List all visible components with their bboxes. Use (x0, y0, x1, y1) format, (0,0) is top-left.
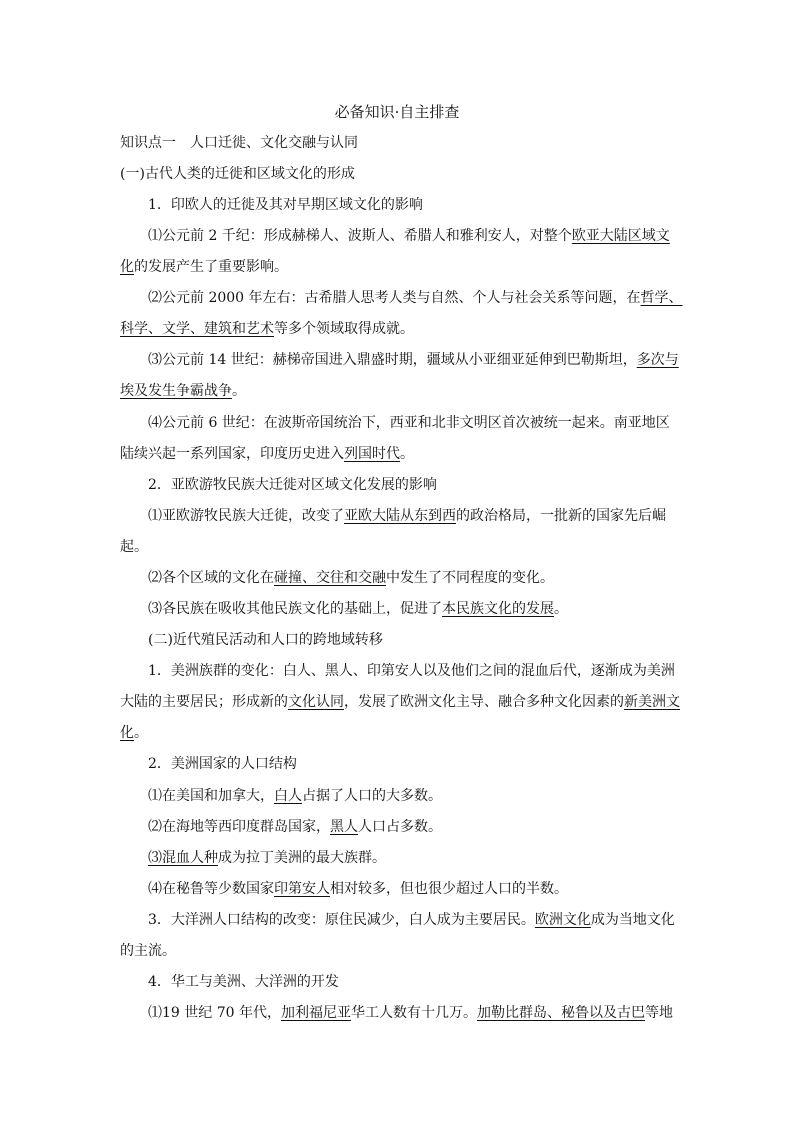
subheading-1-1: 1．印欧人的迁徙及其对早期区域文化的影响 (148, 197, 423, 213)
paragraph-3-2-2: ⑵在海地等西印度群岛国家，黑人人口占多数。 (148, 819, 442, 835)
paragraph-1-4-line1: ⑷公元前 6 世纪：在波斯帝国统治下，西亚和北非文明区首次被统一起来。南亚地区 (148, 415, 670, 431)
section-heading-2: (二)近代殖民活动和人口的跨地域转移 (148, 632, 383, 648)
paragraph-3-2-4: ⑷在秘鲁等少数国家印第安人相对较多，但也很少超过人口的半数。 (148, 881, 568, 897)
paragraph-1-2-line1: ⑵公元前 2000 年左右：古希腊人思考人类与自然、个人与社会关系等问题，在哲学、 (148, 290, 683, 306)
paragraph-1-3-line2: 埃及发生争霸战争。 (120, 383, 246, 399)
subheading-1-2: 2．亚欧游牧民族大迁徙对区域文化发展的影响 (148, 477, 437, 493)
paragraph-3-1-line2: 大陆的主要居民；形成新的文化认同，发展了欧洲文化主导、融合多种文化因素的新美洲文 (120, 694, 680, 710)
paragraph-3-1-line1: 1．美洲族群的变化：白人、黑人、印第安人以及他们之间的混血后代，逐渐成为美洲 (148, 663, 675, 679)
subheading-3-2: 2．美洲国家的人口结构 (148, 756, 297, 772)
paragraph-3-2-3: ⑶混血人种成为拉丁美洲的最大族群。 (148, 850, 386, 866)
paragraph-3-4-1: ⑴19 世纪 70 年代，加利福尼亚华工人数有十几万。加勒比群岛、秘鲁以及古巴等地 (148, 1005, 673, 1021)
paragraph-2-1-line1: ⑴亚欧游牧民族大迁徙，改变了亚欧大陆从东到西的政治格局，一批新的国家先后崛 (148, 508, 666, 524)
paragraph-3-3-line2: 的主流。 (120, 943, 176, 959)
paragraph-3-2-1: ⑴在美国和加拿大，白人占据了人口的大多数。 (148, 788, 442, 804)
page-title: 必备知识·自主排查 (334, 103, 460, 121)
paragraph-2-1-line2: 起。 (120, 539, 148, 555)
paragraph-1-1-line2: 化的发展产生了重要影响。 (120, 259, 288, 275)
paragraph-1-3-line1: ⑶公元前 14 世纪：赫梯帝国进入鼎盛时期，疆域从小亚细亚延伸到巴勒斯坦，多次与 (148, 352, 679, 368)
paragraph-1-1-line1: ⑴公元前 2 千纪：形成赫梯人、波斯人、希腊人和雅利安人，对整个欧亚大陆区域文 (148, 228, 670, 244)
knowledge-point-heading: 知识点一 人口迁徙、文化交融与认同 (120, 135, 358, 151)
paragraph-3-1-line3: 化。 (120, 725, 148, 741)
paragraph-2-2: ⑵各个区域的文化在碰撞、交往和交融中发生了不同程度的变化。 (148, 570, 554, 586)
paragraph-3-3-line1: 3．大洋洲人口结构的改变：原住民减少，白人成为主要居民。欧洲文化成为当地文化 (148, 912, 675, 928)
section-heading-1: (一)古代人类的迁徙和区域文化的形成 (120, 166, 355, 182)
paragraph-2-3: ⑶各民族在吸收其他民族文化的基础上，促进了本民族文化的发展。 (148, 601, 568, 617)
paragraph-1-4-line2: 陆续兴起一系列国家，印度历史进入列国时代。 (120, 446, 414, 462)
subheading-3-4: 4．华工与美洲、大洋洲的开发 (148, 974, 339, 990)
paragraph-1-2-line2: 科学、文学、建筑和艺术等多个领域取得成就。 (120, 321, 414, 337)
